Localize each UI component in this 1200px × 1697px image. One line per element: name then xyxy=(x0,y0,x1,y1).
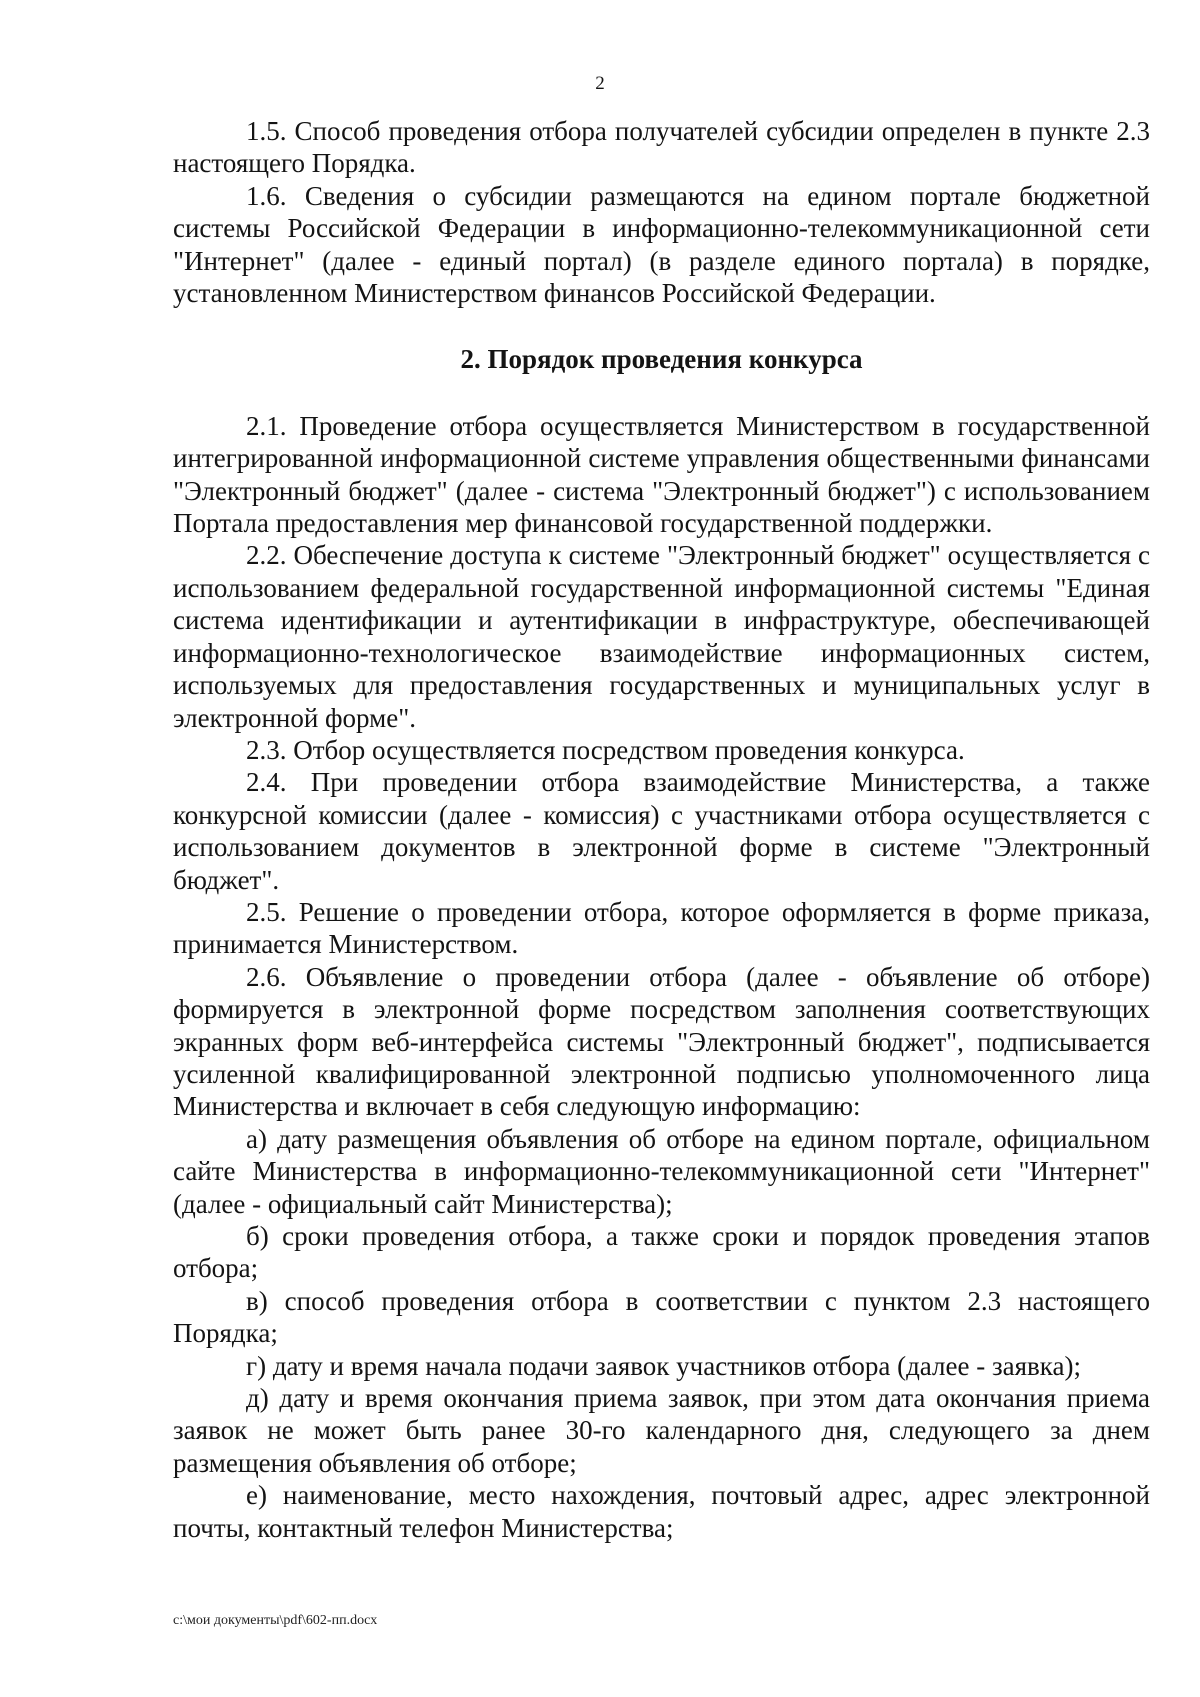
section-heading: 2. Порядок проведения конкурса xyxy=(460,344,863,375)
list-item-a: а) дату размещения объявления об отборе на едином портале, официальном сайте Министерства в информационно-телекоммуникационной сети "Интернет" (далее - официальный сайт Министерства); xyxy=(173,1123,1150,1219)
list-item-d: д) дату и время окончания приема заявок, при этом дата окончания приема заявок не может быть ранее 30-го календарного дня, следующего за днем размещения объявления об отборе; xyxy=(173,1383,1150,1478)
list-item-g: г) дату и время начала подачи заявок участников отбора (далее - заявка); xyxy=(246,1350,1081,1381)
list-item-v: в) способ проведения отбора в соответствии с пунктом 2.3 настоящего Порядка; xyxy=(173,1285,1150,1349)
paragraph-1-5: 1.5. Способ проведения отбора получателей субсидии определен в пункте 2.3 настоящего Порядка. xyxy=(173,116,1150,179)
paragraph-2-1: 2.1. Проведение отбора осуществляется Министерством в государственной интегрированной информационной системе управления общественными финансами "Электронный бюджет" (далее - система "Электронный бюджет") с использованием Портала предоставления мер финансовой государственной поддержки. xyxy=(173,410,1150,539)
list-item-e: е) наименование, место нахождения, почтовый адрес, адрес электронной почты, контактный телефон Министерства; xyxy=(173,1480,1150,1543)
page-number: 2 xyxy=(595,73,605,94)
document-body xyxy=(173,115,1150,1544)
paragraph-2-2: 2.2. Обеспечение доступа к системе "Электронный бюджет" осуществляется с использованием федеральной государственной информационной системы "Единая система идентификации и аутентификации в инфраструктуре, обеспечивающей информационно-технологическое взаимодействие информационных систем, используемых для предоставления государственных и муниципальных услуг в электронной форме". xyxy=(173,540,1150,733)
paragraph-2-6: 2.6. Объявление о проведении отбора (далее - объявление об отборе) формируется в электронной форме посредством заполнения соответствующих экранных форм веб-интерфейса системы "Электронный бюджет", подписывается усиленной квалифицированной электронной подписью уполномоченного лица Министерства и включает в себя следующую информацию: xyxy=(173,961,1150,1122)
paragraph-2-4: 2.4. При проведении отбора взаимодействие Министерства, а также конкурсной комиссии (далее - комиссия) с участниками отбора осуществляется с использованием документов в электронной форме в системе "Электронный бюджет". xyxy=(173,767,1150,895)
list-item-b: б) сроки проведения отбора, а также сроки и порядок проведения этапов отбора; xyxy=(173,1221,1150,1284)
footer-file-path: c:\мои документы\pdf\602-пп.docx xyxy=(173,1613,378,1628)
paragraph-2-3: 2.3. Отбор осуществляется посредством проведения конкурса. xyxy=(246,734,965,765)
paragraph-2-5: 2.5. Решение о проведении отбора, которое оформляется в форме приказа, принимается Министерством. xyxy=(173,896,1150,960)
paragraph-1-6: 1.6. Сведения о субсидии размещаются на едином портале бюджетной системы Российской Федерации в информационно-телекоммуникационной сети "Интернет" (далее - единый портал) (в разделе единого портала) в порядке, установленном Министерством финансов Российской Федерации. xyxy=(173,180,1150,309)
